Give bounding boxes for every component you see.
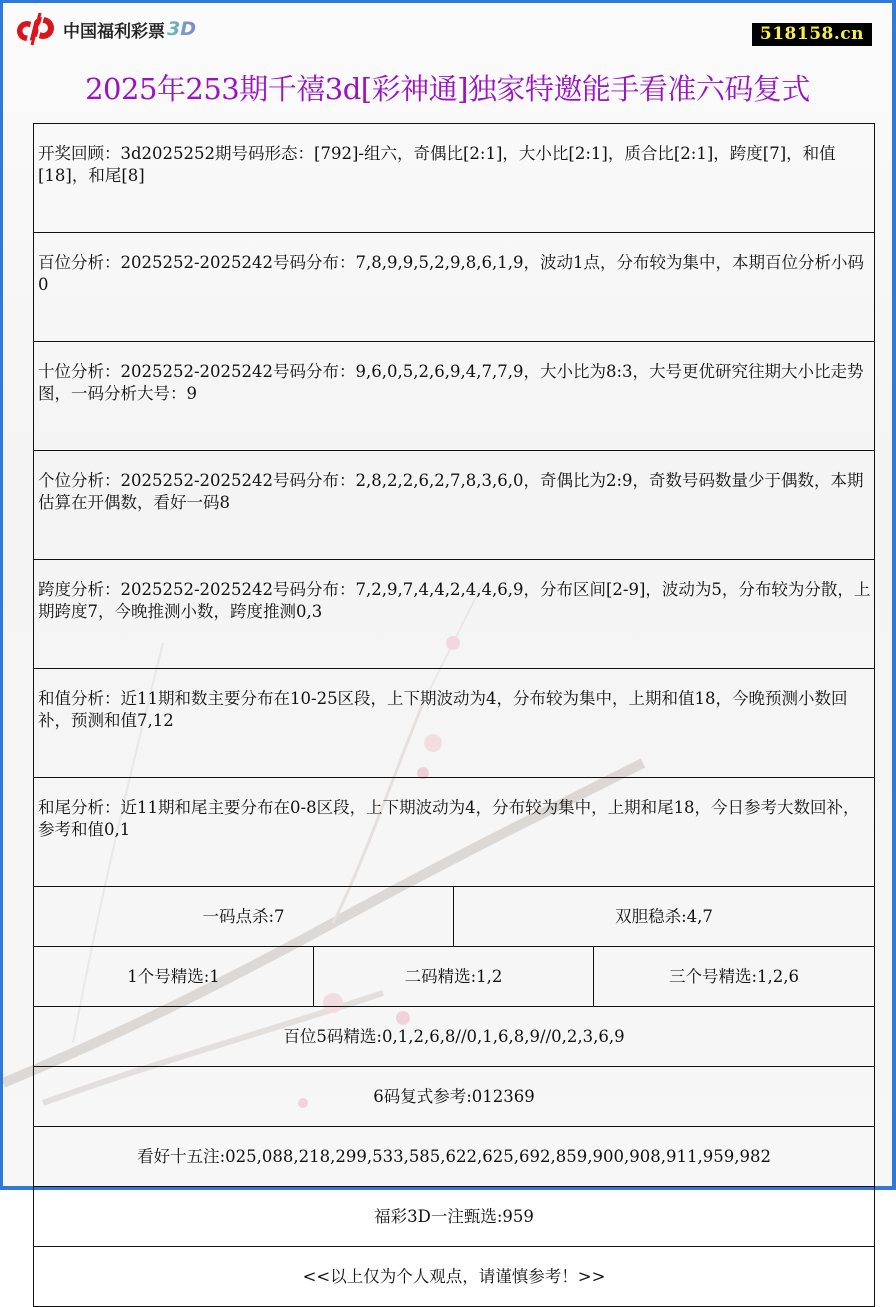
- sum-tail-analysis-cell: 和尾分析：近11期和尾主要分布在0-8区段，上下期波动为4，分布较为集中，上期和尾18，今日参考大数回补，参考和值0,1: [34, 778, 875, 887]
- kill-one-cell: 一码点杀:7: [34, 887, 454, 947]
- single-pick-cell: 福彩3D一注甄选:959: [34, 1187, 875, 1247]
- kill-two-cell: 双胆稳杀:4,7: [454, 887, 875, 947]
- prediction-table: [33, 123, 875, 1307]
- three-pick-cell: 三个号精选:1,2,6: [594, 947, 875, 1007]
- lottery-logo-icon: [13, 11, 57, 47]
- tens-analysis-cell: 十位分析：2025252-2025242号码分布：9,6,0,5,2,6,9,4,7,7,9，大小比为8:3，大号更优研究往期大小比走势图，一码分析大号：9: [34, 342, 875, 451]
- china-welfare-lottery-logo[interactable]: [13, 11, 196, 47]
- hundreds-five-cell: 百位5码精选:0,1,2,6,8//0,1,6,8,9//0,2,3,6,9: [34, 1007, 875, 1067]
- logo-3d-text: 3D: [167, 18, 196, 40]
- draw-review-cell: 开奖回顾：3d2025252期号码形态：[792]-组六，奇偶比[2:1]，大小比[2:1]，质合比[2:1]，跨度[7]，和值[18]，和尾[8]: [34, 124, 875, 233]
- hundreds-analysis-cell: 百位分析：2025252-2025242号码分布：7,8,9,9,5,2,9,8,6,1,9，波动1点，分布较为集中，本期百位分析小码0: [34, 233, 875, 342]
- six-code-cell: 6码复式参考:012369: [34, 1067, 875, 1127]
- page-title: 2025年253期千禧3d[彩神通]独家特邀能手看准六码复式: [85, 72, 810, 106]
- two-pick-cell: 二码精选:1,2: [314, 947, 594, 1007]
- one-pick-cell: 1个号精选:1: [34, 947, 314, 1007]
- header: [3, 3, 892, 63]
- span-analysis-cell: 跨度分析：2025252-2025242号码分布：7,2,9,7,4,4,2,4,4,6,9，分布区间[2-9]，波动为5，分布较为分散，上期跨度7，今晚推测小数，跨度推测0,3: [34, 560, 875, 669]
- disclaimer-cell: <<以上仅为个人观点，请谨慎参考！>>: [34, 1247, 875, 1307]
- site-badge[interactable]: 518158.cn: [752, 23, 872, 46]
- logo-text: 中国福利彩票: [63, 21, 165, 42]
- fifteen-picks-cell: 看好十五注:025,088,218,299,533,585,622,625,692,859,900,908,911,959,982: [34, 1127, 875, 1187]
- units-analysis-cell: 个位分析：2025252-2025242号码分布：2,8,2,2,6,2,7,8,3,6,0，奇偶比为2:9，奇数号码数量少于偶数，本期估算在开偶数，看好一码8: [34, 451, 875, 560]
- sum-analysis-cell: 和值分析：近11期和数主要分布在10-25区段，上下期波动为4，分布较为集中，上期和值18，今晚预测小数回补，预测和值7,12: [34, 669, 875, 778]
